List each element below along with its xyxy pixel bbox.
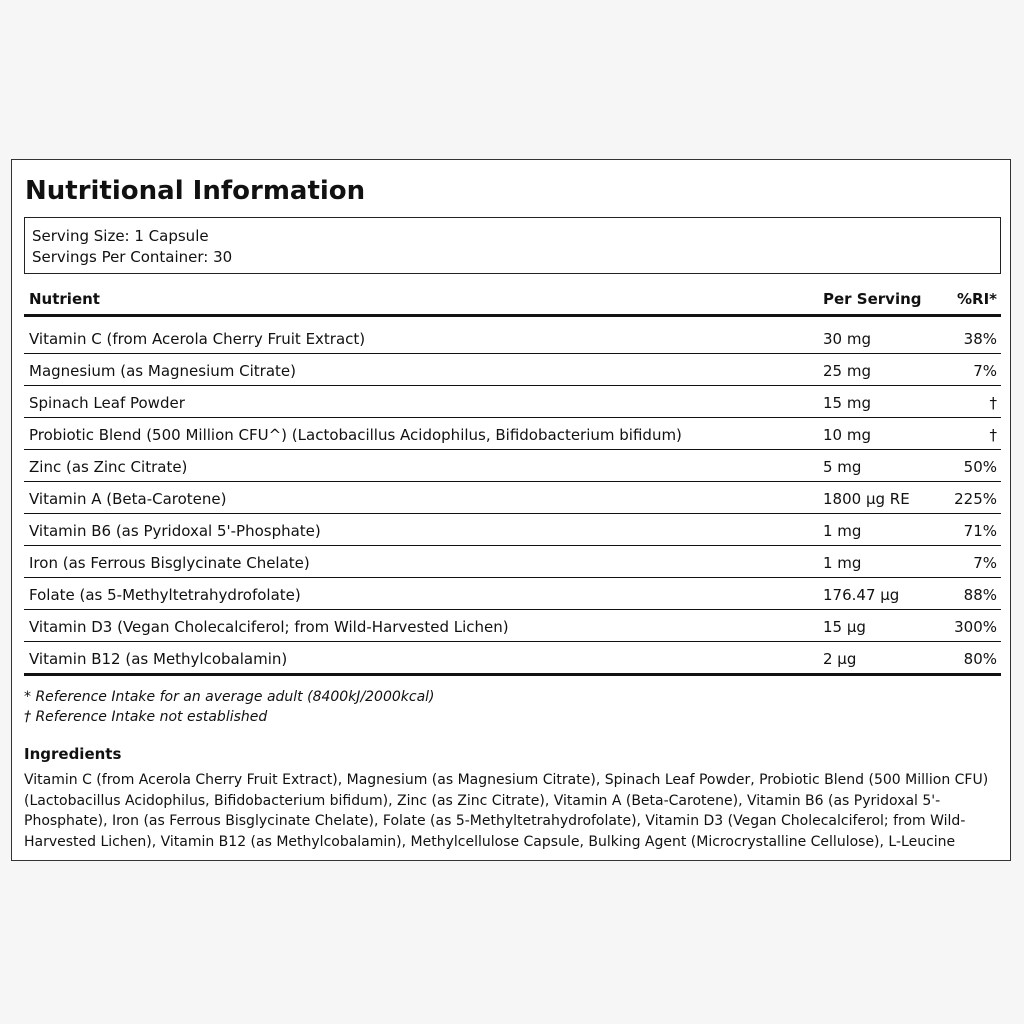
nutrient-name: Probiotic Blend (500 Million CFU^) (Lactobacillus Acidophilus, Bifidobacterium bifidum) — [29, 426, 682, 444]
page-title: Nutritional Information — [25, 176, 366, 206]
nutrient-name: Vitamin B6 (as Pyridoxal 5'-Phosphate) — [29, 522, 321, 540]
nutrient-amount: 30 mg — [823, 330, 871, 348]
nutrient-ri: † — [989, 426, 997, 444]
nutrient-name: Spinach Leaf Powder — [29, 394, 185, 412]
serving-size: Serving Size: 1 Capsule — [32, 227, 209, 245]
nutrient-table — [24, 281, 1001, 676]
ingredients-text: Vitamin C (from Acerola Cherry Fruit Extract), Magnesium (as Magnesium Citrate), Spinach Leaf Powder, Probiotic Blend (500 Million CFU) (Lactobacillus Acidophilus, Bifidobacterium bifidum), Zinc (as Zinc Citrate), Vitamin A (Beta-Carotene), Vitamin B6 (as Pyridoxal 5'-Phosphate), Iron (as Ferrous Bisglycinate Chelate), Folate (as 5-Methyltetrahydrofolate), Vitamin D3 (Vegan Cholecalciferol; from Wild-Harvested Lichen), Vitamin B12 (as Methylcobalamin), Methylcellulose Capsule, Bulking Agent (Microcrystalline Cellulose), L-Leucine — [24, 772, 989, 851]
table-row — [24, 322, 1001, 354]
nutrient-amount: 15 µg — [823, 618, 866, 636]
nutrient-name: Magnesium (as Magnesium Citrate) — [29, 362, 296, 380]
nutrient-name: Vitamin B12 (as Methylcobalamin) — [29, 650, 288, 668]
servings-per-container: Servings Per Container: 30 — [32, 248, 233, 266]
nutrient-ri: 300% — [954, 618, 997, 636]
nutrient-name: Folate (as 5-Methyltetrahydrofolate) — [29, 586, 301, 604]
header-ri: %RI* — [956, 290, 997, 308]
nutrient-ri: 80% — [963, 650, 997, 668]
nutrient-amount: 5 mg — [823, 458, 862, 476]
nutrient-name: Vitamin D3 (Vegan Cholecalciferol; from Wild-Harvested Lichen) — [29, 618, 509, 636]
nutrient-name: Vitamin C (from Acerola Cherry Fruit Extract) — [29, 330, 366, 348]
footnotes — [24, 687, 435, 727]
table-row — [24, 450, 1001, 482]
ingredients-title: Ingredients — [24, 745, 122, 763]
table-row — [24, 546, 1001, 578]
table-row — [24, 386, 1001, 418]
serving-info-box — [24, 217, 1001, 274]
nutrient-amount: 1 mg — [823, 554, 862, 572]
nutrient-ri: 71% — [963, 522, 997, 540]
table-row — [24, 514, 1001, 546]
nutrient-ri: 50% — [963, 458, 997, 476]
nutrient-name: Zinc (as Zinc Citrate) — [29, 458, 188, 476]
table-body — [24, 322, 1001, 676]
nutrition-panel — [11, 159, 1011, 861]
nutrient-name: Iron (as Ferrous Bisglycinate Chelate) — [29, 554, 310, 572]
nutrient-amount: 2 µg — [823, 650, 857, 668]
nutrient-amount: 1800 µg RE — [823, 490, 910, 508]
nutrient-ri: 88% — [963, 586, 997, 604]
table-row — [24, 610, 1001, 642]
footnote-reference-intake: * Reference Intake for an average adult (8400kJ/2000kcal) — [24, 689, 435, 705]
footnote-not-established: † Reference Intake not established — [24, 709, 268, 725]
nutrient-amount: 1 mg — [823, 522, 862, 540]
nutrient-ri: 225% — [954, 490, 997, 508]
nutrient-amount: 15 mg — [823, 394, 871, 412]
table-row — [24, 642, 1001, 676]
nutrient-amount: 176.47 µg — [823, 586, 900, 604]
nutrient-ri: 7% — [973, 554, 997, 572]
nutrient-name: Vitamin A (Beta-Carotene) — [29, 490, 227, 508]
nutrient-ri: 7% — [973, 362, 997, 380]
nutrient-amount: 25 mg — [823, 362, 871, 380]
header-nutrient: Nutrient — [29, 290, 100, 308]
nutrient-ri: 38% — [963, 330, 997, 348]
table-row — [24, 482, 1001, 514]
table-row — [24, 578, 1001, 610]
table-header — [24, 281, 1001, 317]
nutrient-amount: 10 mg — [823, 426, 871, 444]
table-row — [24, 418, 1001, 450]
header-per-serving: Per Serving — [823, 290, 922, 308]
nutrient-ri: † — [989, 394, 997, 412]
table-row — [24, 354, 1001, 386]
